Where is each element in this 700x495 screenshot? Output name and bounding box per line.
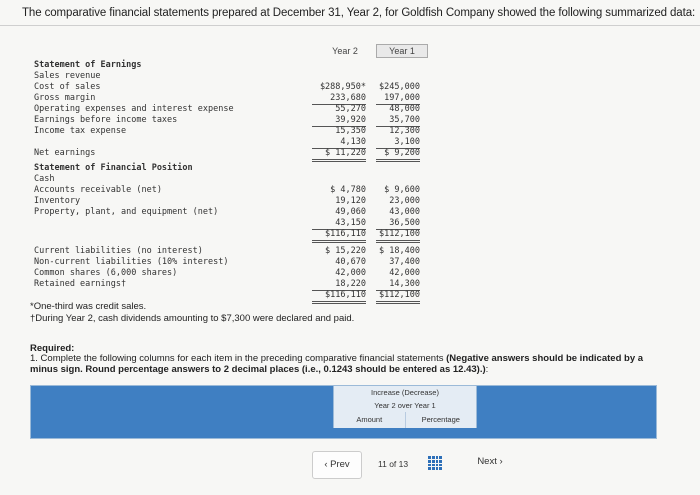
required-label: Required: bbox=[30, 343, 75, 354]
table-row: Non-current liabilities (10% interest) 40,670 37,400 bbox=[34, 257, 420, 267]
table-row: Inventory 19,120 23,000 bbox=[34, 196, 420, 206]
table-row: Earnings before income taxes 39,920 35,700 bbox=[34, 115, 420, 125]
year-header bbox=[30, 46, 430, 60]
required-instructions: 1. Complete the following columns for each item in the preceding comparative financial statements (Negative answers should be indicated by a minus sign. Round percentage answers to 2 decimal places (i.e., 0.1243 should be entered as 12.43).): bbox=[30, 353, 644, 375]
table-row: Current liabilities (no interest) $ 15,220 $ 18,400 bbox=[34, 246, 420, 256]
table-row: Operating expenses and interest expense 55,270 48,000 bbox=[34, 104, 420, 114]
table-row: 4,130 3,100 bbox=[30, 137, 430, 148]
answer-table-header bbox=[333, 386, 477, 428]
table-row: Gross margin 233,680 197,000 bbox=[34, 93, 420, 103]
increase-decrease-header: Increase (Decrease) bbox=[371, 388, 439, 397]
year2-header: Year 2 bbox=[332, 46, 358, 56]
grid-icon[interactable] bbox=[428, 456, 442, 470]
earnings-title: Statement of Earnings bbox=[34, 60, 142, 70]
next-button[interactable]: Next › bbox=[477, 456, 503, 467]
chevron-left-icon: ‹ bbox=[324, 459, 331, 470]
footnote-credit-sales: *One-third was credit sales. bbox=[30, 301, 147, 312]
chevron-right-icon: › bbox=[496, 456, 503, 467]
table-row: Net earnings $ 11,220 $ 9,200 bbox=[30, 148, 430, 159]
table-row: $116,110 $112,100 bbox=[30, 290, 430, 301]
table-row: 43,150 36,500 bbox=[30, 218, 430, 229]
year1-header: Year 1 bbox=[376, 44, 428, 58]
table-row: Retained earnings† 18,220 14,300 bbox=[34, 279, 420, 289]
table-row: $116,110 $112,100 bbox=[30, 229, 430, 240]
position-title: Statement of Financial Position bbox=[34, 163, 193, 173]
page-indicator: 11 of 13 bbox=[378, 459, 409, 469]
footnote-dividends: †During Year 2, cash dividends amounting to $7,300 were declared and paid. bbox=[30, 313, 355, 324]
divider bbox=[0, 25, 700, 26]
prev-button[interactable]: ‹ Prev bbox=[312, 451, 362, 479]
table-row: Cash bbox=[34, 174, 55, 184]
table-row: Income tax expense 15,350 12,300 bbox=[34, 126, 420, 136]
table-row: Property, plant, and equipment (net) 49,060 43,000 bbox=[34, 207, 420, 217]
year-comparison-header: Year 2 over Year 1 bbox=[374, 401, 436, 410]
financial-statements bbox=[30, 46, 430, 301]
table-row: Sales revenue bbox=[34, 71, 101, 81]
amount-column-header: Amount bbox=[334, 412, 406, 428]
table-row: Accounts receivable (net) $ 4,780 $ 9,600 bbox=[34, 185, 420, 195]
problem-intro: The comparative financial statements prepared at December 31, Year 2, for Goldfish Company showed the following summarized data: bbox=[22, 7, 696, 19]
table-row: Cost of sales $288,950* $245,000 bbox=[34, 82, 420, 92]
answer-table bbox=[30, 385, 657, 439]
percentage-column-header: Percentage bbox=[421, 415, 460, 424]
table-row: Common shares (6,000 shares) 42,000 42,000 bbox=[34, 268, 420, 278]
